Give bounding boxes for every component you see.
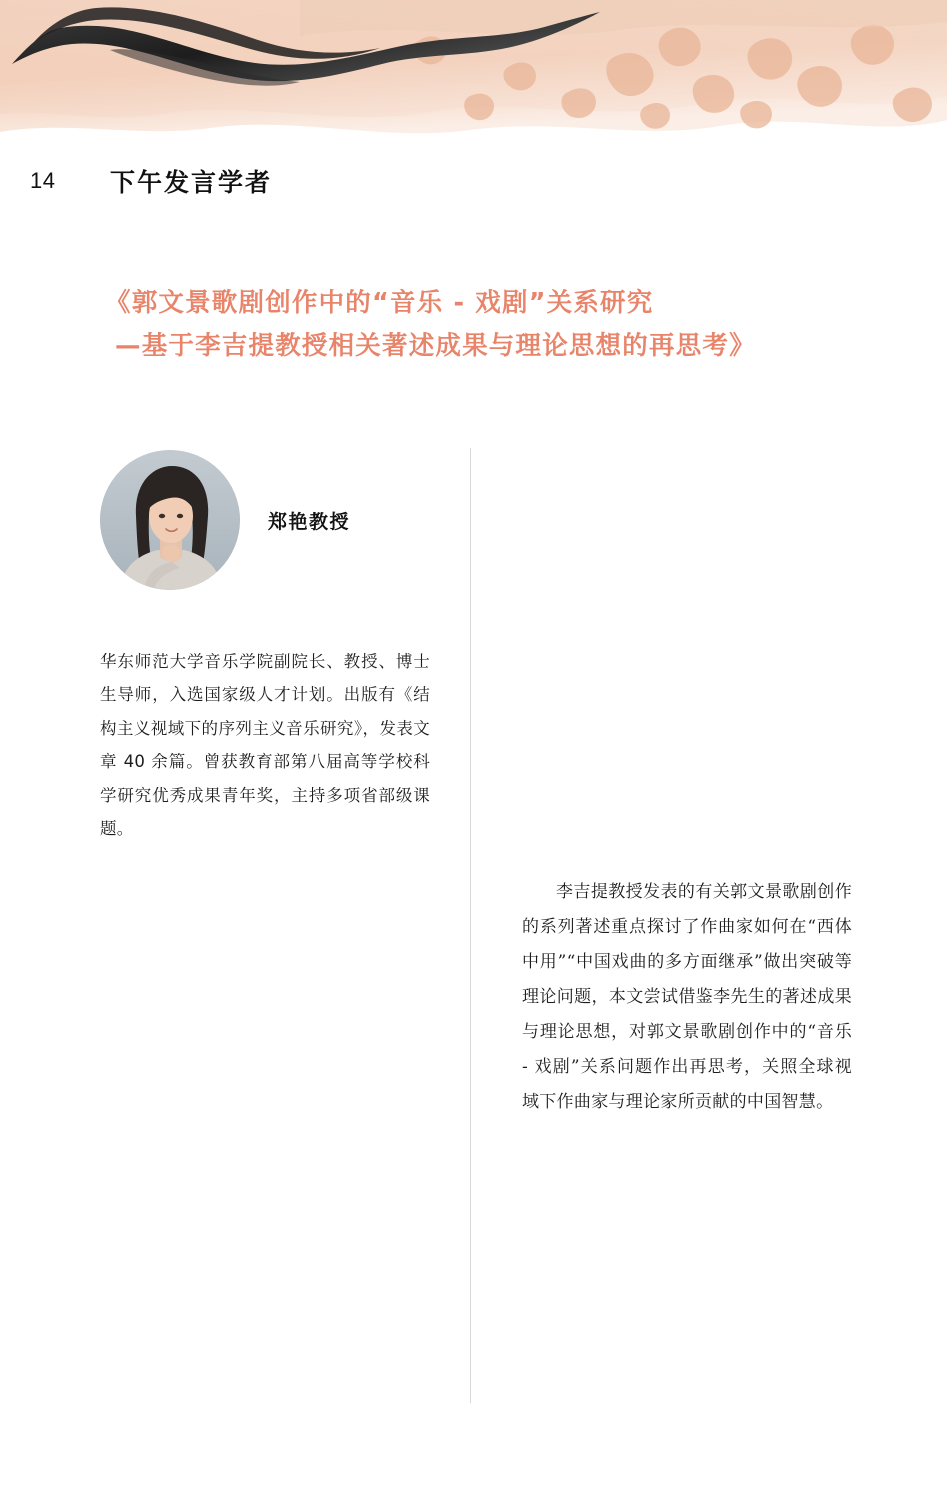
avatar	[100, 450, 240, 590]
speaker-name: 郑艳教授	[268, 510, 351, 533]
abstract-block	[522, 875, 852, 1120]
page-title	[105, 282, 865, 368]
speaker-header	[100, 450, 450, 590]
speaker-bio: 华东师范大学音乐学院副院长、教授、博士生导师，入选国家级人才计划。出版有《结构主义视域下的序列主义音乐研究》，发表文章 40 余篇。曾获教育部第八届高等学校科学研究优秀成果青年奖，主持多项省部级课题。	[100, 652, 430, 839]
title-line-1: 《郭文景歌剧创作中的“音乐 - 戏剧”关系研究	[105, 288, 654, 318]
portrait-icon	[100, 450, 240, 590]
column-divider	[470, 448, 471, 1403]
title-line-2: —基于李吉提教授相关著述成果与理论思想的再思考》	[115, 330, 756, 361]
abstract-text: 李吉提教授发表的有关郭文景歌剧创作的系列著述重点探讨了作曲家如何在“西体中用”“中国戏曲的多方面继承”做出突破等理论问题，本文尝试借鉴李先生的著述成果与理论思想，对郭文景歌剧创作中的“音乐 - 戏剧”关系问题作出再思考，关照全球视域下作曲家与理论家所贡献的中国智慧。	[522, 882, 852, 1113]
speaker-block	[100, 450, 450, 846]
page-number: 14	[30, 168, 56, 193]
section-title: 下午发言学者	[110, 168, 273, 197]
